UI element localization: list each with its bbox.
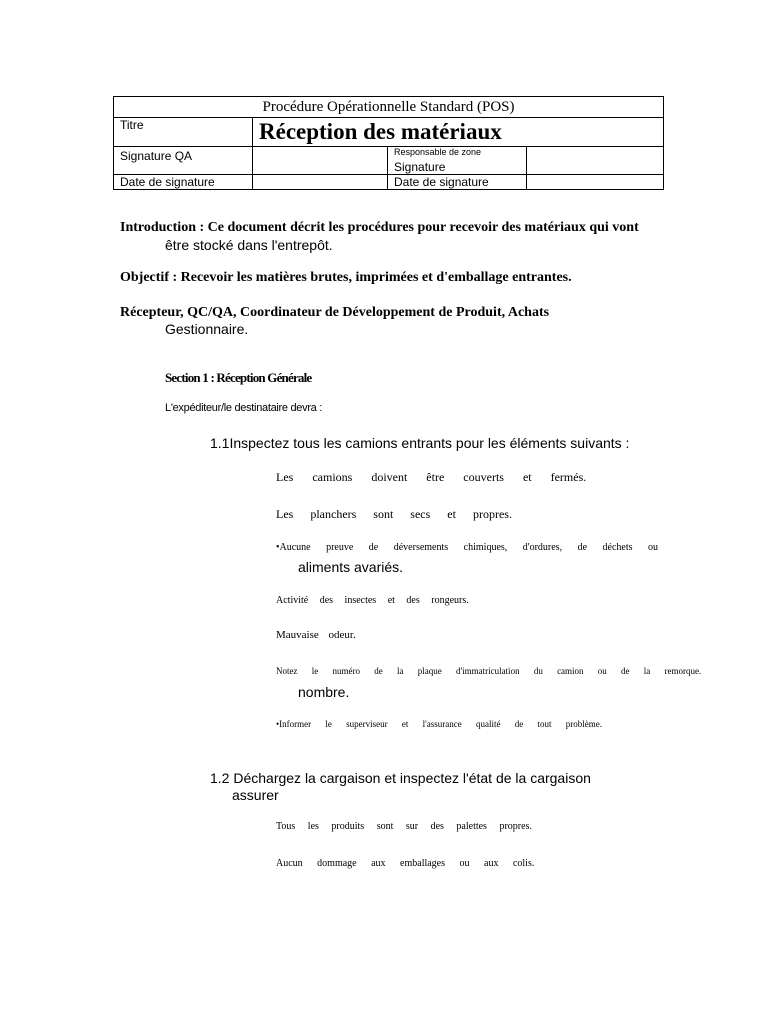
date-signature-field bbox=[253, 175, 388, 190]
date-signature-label-2: Date de signature bbox=[388, 175, 527, 190]
titre-label: Titre bbox=[114, 118, 253, 147]
signature-label: Signature bbox=[394, 160, 446, 174]
check-item: Les planchers sont secs et propres. bbox=[276, 507, 512, 521]
check-item: Activité des insectes et des rongeurs. bbox=[276, 595, 469, 606]
signature-qa-label: Signature QA bbox=[114, 147, 253, 175]
item-1-2-line-1: 1.2 Déchargez la cargaison et inspectez l'état de la cargaison bbox=[210, 770, 591, 786]
check-item: Mauvaise odeur. bbox=[276, 629, 356, 641]
intro-line-2: être stocké dans l'entrepôt. bbox=[165, 237, 333, 253]
check-item-continuation: nombre. bbox=[298, 684, 350, 700]
objectif-text: Objectif : Recevoir les matières brutes, imprimées et d'emballage entrantes. bbox=[120, 270, 572, 285]
check-item: •Informer le superviseur et l'assurance qualité de tout problème. bbox=[276, 719, 602, 729]
section-1-subheading: L'expéditeur/le destinataire devra : bbox=[165, 402, 323, 414]
check-item: Notez le numéro de la plaque d'immatriculation du camion ou de la remorque. bbox=[276, 666, 702, 676]
intro-line-1: Introduction : Ce document décrit les procédures pour recevoir des matériaux qui vont bbox=[120, 220, 639, 235]
recepteur-line-2: Gestionnaire. bbox=[165, 321, 249, 337]
check-item: Les camions doivent être couverts et fermés. bbox=[276, 470, 587, 484]
check-item: Tous les produits sont sur des palettes propres. bbox=[276, 821, 532, 832]
document-title: Réception des matériaux bbox=[253, 118, 664, 147]
header-table bbox=[113, 96, 664, 190]
item-1-2-line-2: assurer bbox=[232, 787, 279, 803]
item-1-1: 1.1Inspectez tous les camions entrants pour les éléments suivants : bbox=[210, 435, 630, 451]
check-item: •Aucune preuve de déversements chimiques, d'ordures, de déchets ou bbox=[276, 542, 658, 553]
date-signature-label: Date de signature bbox=[114, 175, 253, 190]
check-item: Aucun dommage aux emballages ou aux colis. bbox=[276, 858, 535, 869]
responsable-label: Responsable de zone bbox=[394, 147, 482, 157]
responsable-cell bbox=[388, 147, 527, 175]
pos-title: Procédure Opérationnelle Standard (POS) bbox=[114, 97, 664, 118]
recepteur-line-1: Récepteur, QC/QA, Coordinateur de Développement de Produit, Achats bbox=[120, 305, 550, 320]
responsable-signature-field bbox=[527, 147, 664, 175]
signature-qa-field bbox=[253, 147, 388, 175]
date-signature-field-2 bbox=[527, 175, 664, 190]
section-1-heading: Section 1 : Réception Générale bbox=[165, 370, 312, 385]
check-item-continuation: aliments avariés. bbox=[298, 559, 404, 575]
